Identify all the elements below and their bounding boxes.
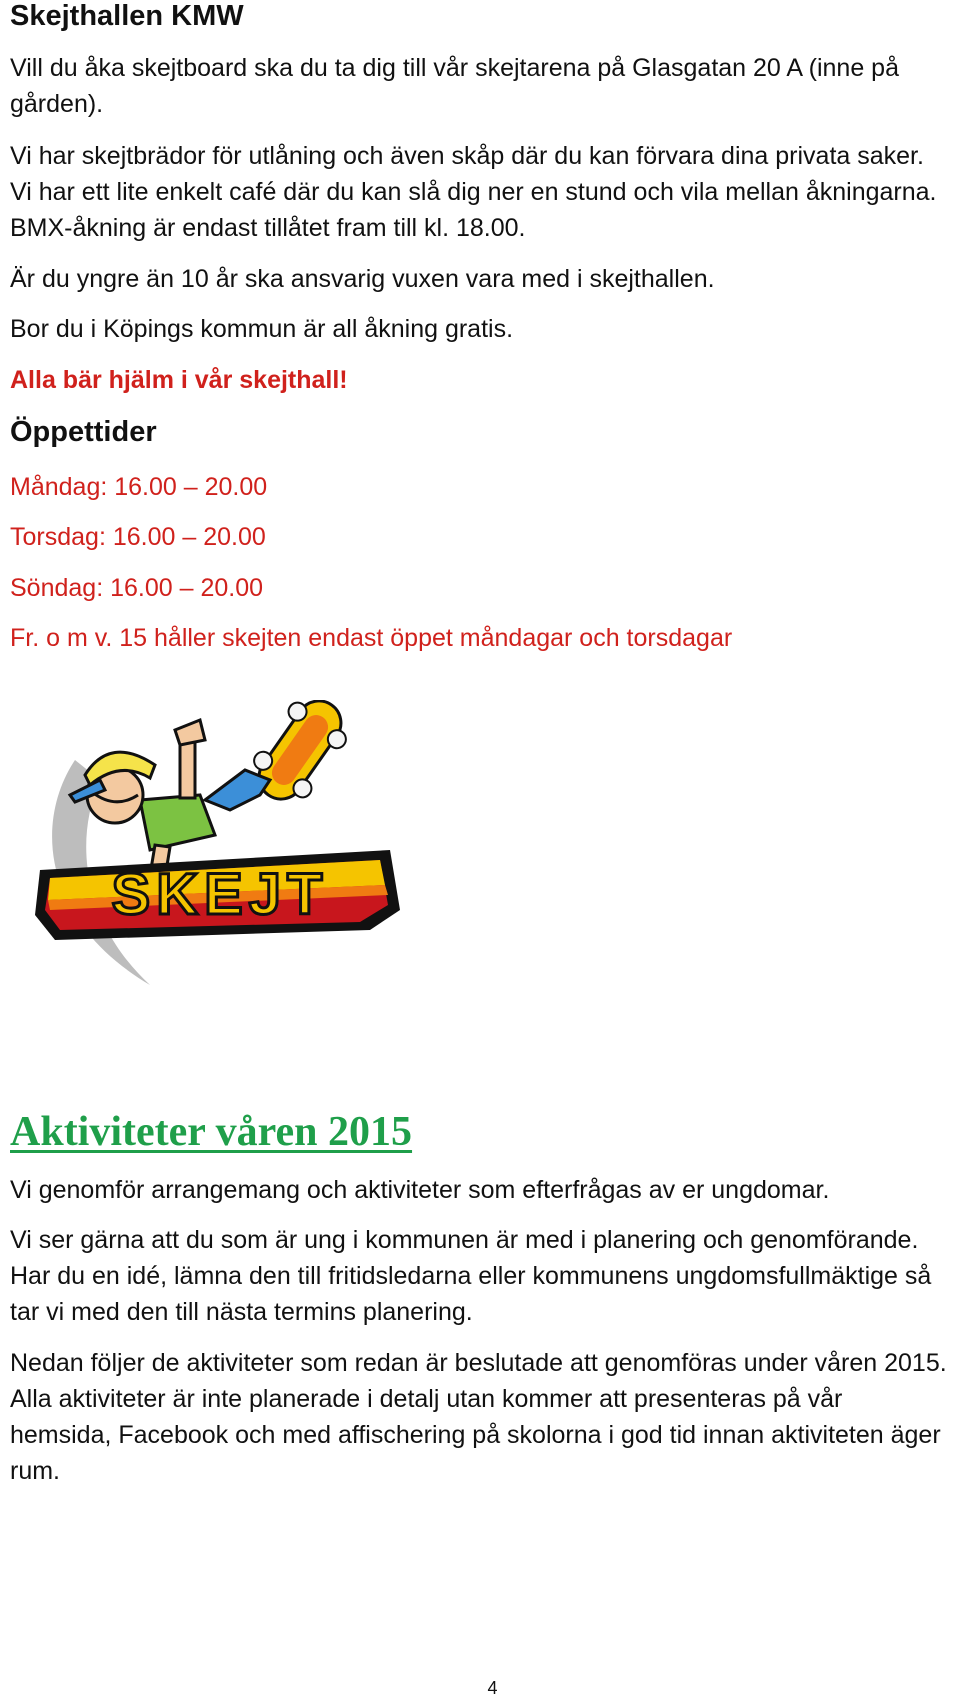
skatehall-paragraph-free: Bor du i Köpings kommun är all åkning gratis. bbox=[10, 315, 514, 343]
opening-hours-monday: Måndag: 16.00 – 20.00 bbox=[10, 473, 268, 501]
skejt-logo bbox=[30, 700, 410, 990]
page-number: 4 bbox=[487, 1678, 498, 1698]
skatehall-title: Skejthallen KMW bbox=[10, 0, 244, 32]
opening-hours-note: Fr. o m v. 15 håller skejten endast öppet måndagar och torsdagar bbox=[10, 624, 733, 652]
skatehall-paragraph-age: Är du yngre än 10 år ska ansvarig vuxen vara med i skejthallen. bbox=[10, 265, 715, 293]
skatehall-paragraph-facilities: Vi har skejtbrädor för utlåning och även skåp där du kan förvara dina privata saker. Vi har ett lite enkelt café där du kan slå dig ner en stund och vila mellan åkningarna. BMX-åkning är endast tillåtet fram till kl. 18.00. bbox=[10, 142, 937, 242]
activities-title: Aktiviteter våren 2015 bbox=[10, 1109, 413, 1155]
activities-paragraph-schedule: Nedan följer de aktiviteter som redan är beslutade att genomföras under våren 2015. Alla aktiviteter är inte planerade i detalj utan kommer att presenteras på vår hemsida, Facebook och med affischering på skolorna i god tid innan aktiviteten äger rum. bbox=[10, 1349, 947, 1485]
logo-text: SKEJT bbox=[111, 862, 329, 927]
helmet-notice: Alla bär hjälm i vår skejthall! bbox=[10, 366, 348, 394]
opening-hours-sunday: Söndag: 16.00 – 20.00 bbox=[10, 574, 264, 602]
activities-paragraph-intro: Vi genomför arrangemang och aktiviteter som efterfrågas av er ungdomar. bbox=[10, 1176, 830, 1204]
skatehall-paragraph-location: Vill du åka skejtboard ska du ta dig till vår skejtarena på Glasgatan 20 A (inne på gården). bbox=[10, 54, 899, 118]
opening-hours-thursday: Torsdag: 16.00 – 20.00 bbox=[10, 523, 266, 551]
opening-hours-title: Öppettider bbox=[10, 416, 157, 448]
activities-paragraph-participation: Vi ser gärna att du som är ung i kommunen är med i planering och genomförande. Har du en idé, lämna den till fritidsledarna eller kommunens ungdomsfullmäktige så tar vi med den till nästa termins planering. bbox=[10, 1226, 932, 1326]
